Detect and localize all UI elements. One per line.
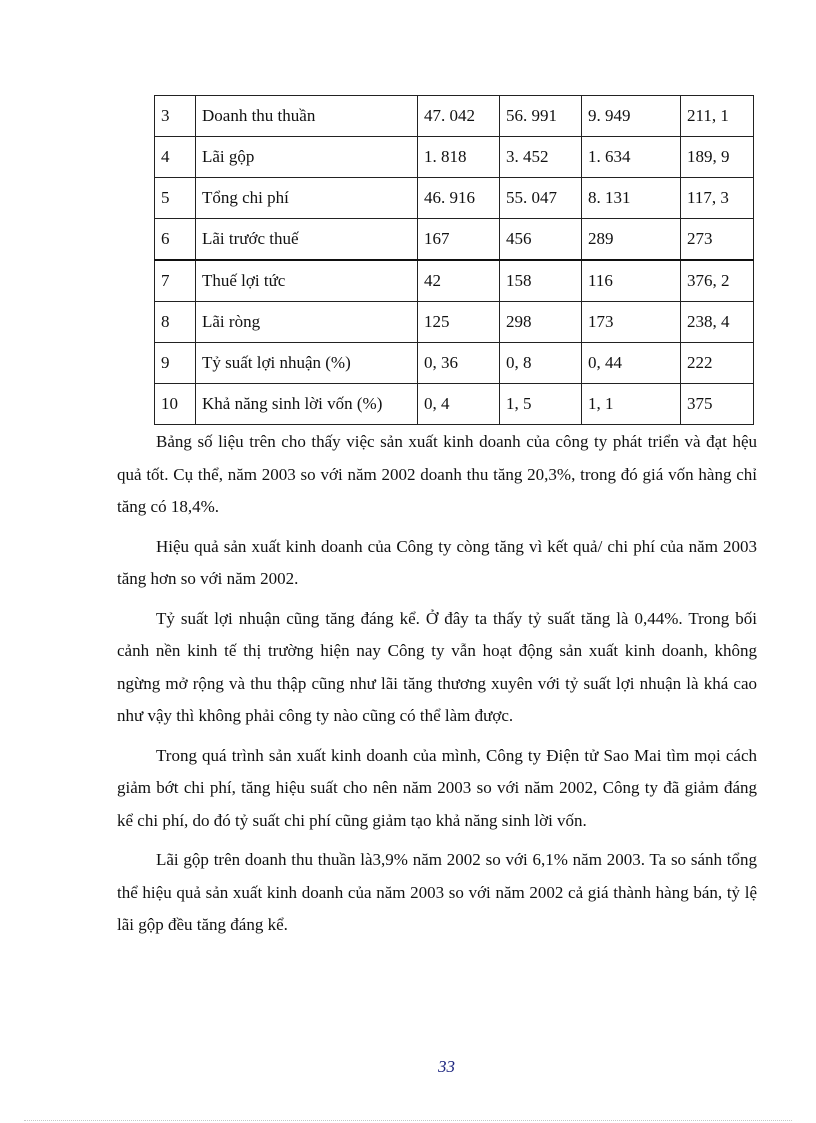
paragraph: Hiệu quả sản xuất kinh doanh của Công ty còng tăng vì kết quả/ chi phí của năm 2003 tăng hơn so với năm 2002. xyxy=(117,536,757,588)
value-percent: 117, 3 xyxy=(681,178,754,219)
row-number: 3 xyxy=(155,96,196,137)
row-item: Tổng chi phí xyxy=(196,178,418,219)
row-item: Lãi ròng xyxy=(196,302,418,343)
value-percent: 189, 9 xyxy=(681,137,754,178)
row-number: 4 xyxy=(155,137,196,178)
body-text xyxy=(117,426,757,949)
value-difference: 9. 949 xyxy=(582,96,681,137)
row-number: 6 xyxy=(155,219,196,261)
value-percent: 375 xyxy=(681,384,754,425)
value-percent: 222 xyxy=(681,343,754,384)
value-2003: 456 xyxy=(500,219,582,261)
value-2003: 56. 991 xyxy=(500,96,582,137)
value-difference: 0, 44 xyxy=(582,343,681,384)
value-difference: 1. 634 xyxy=(582,137,681,178)
value-percent: 273 xyxy=(681,219,754,261)
table-row xyxy=(155,96,754,137)
table-row xyxy=(155,219,754,261)
table-row xyxy=(155,343,754,384)
footer-divider xyxy=(24,1120,792,1121)
paragraph: Trong quá trình sản xuất kinh doanh của mình, Công ty Điện tử Sao Mai tìm mọi cách giảm bớt chi phí, tăng hiệu suất cho nên năm 2003 so với năm 2002, Công ty đã giảm đáng kể chi phí, do đó tỷ suất chi phí cũng giảm tạo khả năng sinh lời vốn. xyxy=(117,745,757,830)
row-number: 10 xyxy=(155,384,196,425)
table-row xyxy=(155,178,754,219)
value-2002: 0, 4 xyxy=(418,384,500,425)
value-2002: 1. 818 xyxy=(418,137,500,178)
row-item: Khả năng sinh lời vốn (%) xyxy=(196,384,418,425)
paragraph: Lãi gộp trên doanh thu thuần là3,9% năm 2002 so với 6,1% năm 2003. Ta so sánh tổng thể hiệu quả sản xuất kinh doanh của năm 2003 so với năm 2002 cả giá thành hàng bán, tỷ lệ lãi gộp đều tăng đáng kể. xyxy=(117,850,757,934)
value-2002: 167 xyxy=(418,219,500,261)
row-item: Thuế lợi tức xyxy=(196,260,418,302)
financial-table xyxy=(154,95,754,425)
paragraph: Tỷ suất lợi nhuận cũng tăng đáng kể. Ở đây ta thấy tỷ suất tăng là 0,44%. Trong bối cảnh nền kinh tế thị trường hiện nay Công ty vẫn hoạt động sản xuất kinh doanh, không ngừng mở rộng và thu thập cũng như lãi tăng thương xuyên với tỷ suất lợi nhuận là khá cao như vậy thì không phải công ty nào cũng có thể làm được. xyxy=(117,608,757,725)
table-row xyxy=(155,302,754,343)
value-percent: 238, 4 xyxy=(681,302,754,343)
row-item: Lãi trước thuế xyxy=(196,219,418,261)
value-2002: 46. 916 xyxy=(418,178,500,219)
value-difference: 1, 1 xyxy=(582,384,681,425)
table-row xyxy=(155,260,754,302)
value-2003: 0, 8 xyxy=(500,343,582,384)
value-2003: 3. 452 xyxy=(500,137,582,178)
row-number: 7 xyxy=(155,260,196,302)
row-number: 5 xyxy=(155,178,196,219)
page-number: 33 xyxy=(438,1057,455,1076)
value-difference: 289 xyxy=(582,219,681,261)
value-2002: 42 xyxy=(418,260,500,302)
table-row xyxy=(155,384,754,425)
value-2002: 47. 042 xyxy=(418,96,500,137)
value-2003: 158 xyxy=(500,260,582,302)
row-item: Lãi gộp xyxy=(196,137,418,178)
value-2002: 0, 36 xyxy=(418,343,500,384)
value-2003: 55. 047 xyxy=(500,178,582,219)
row-number: 9 xyxy=(155,343,196,384)
paragraph: Bảng số liệu trên cho thấy việc sản xuất kinh doanh của công ty phát triển và đạt hệu quả tốt. Cụ thể, năm 2003 so với năm 2002 doanh thu tăng 20,3%, trong đó giá vốn hàng chỉ tăng có 18,4%. xyxy=(117,432,757,516)
value-2003: 298 xyxy=(500,302,582,343)
value-percent: 211, 1 xyxy=(681,96,754,137)
value-difference: 116 xyxy=(582,260,681,302)
value-difference: 173 xyxy=(582,302,681,343)
row-number: 8 xyxy=(155,302,196,343)
table-row xyxy=(155,137,754,178)
value-2002: 125 xyxy=(418,302,500,343)
row-item: Tỷ suất lợi nhuận (%) xyxy=(196,343,418,384)
row-item: Doanh thu thuần xyxy=(196,96,418,137)
value-difference: 8. 131 xyxy=(582,178,681,219)
value-2003: 1, 5 xyxy=(500,384,582,425)
value-percent: 376, 2 xyxy=(681,260,754,302)
